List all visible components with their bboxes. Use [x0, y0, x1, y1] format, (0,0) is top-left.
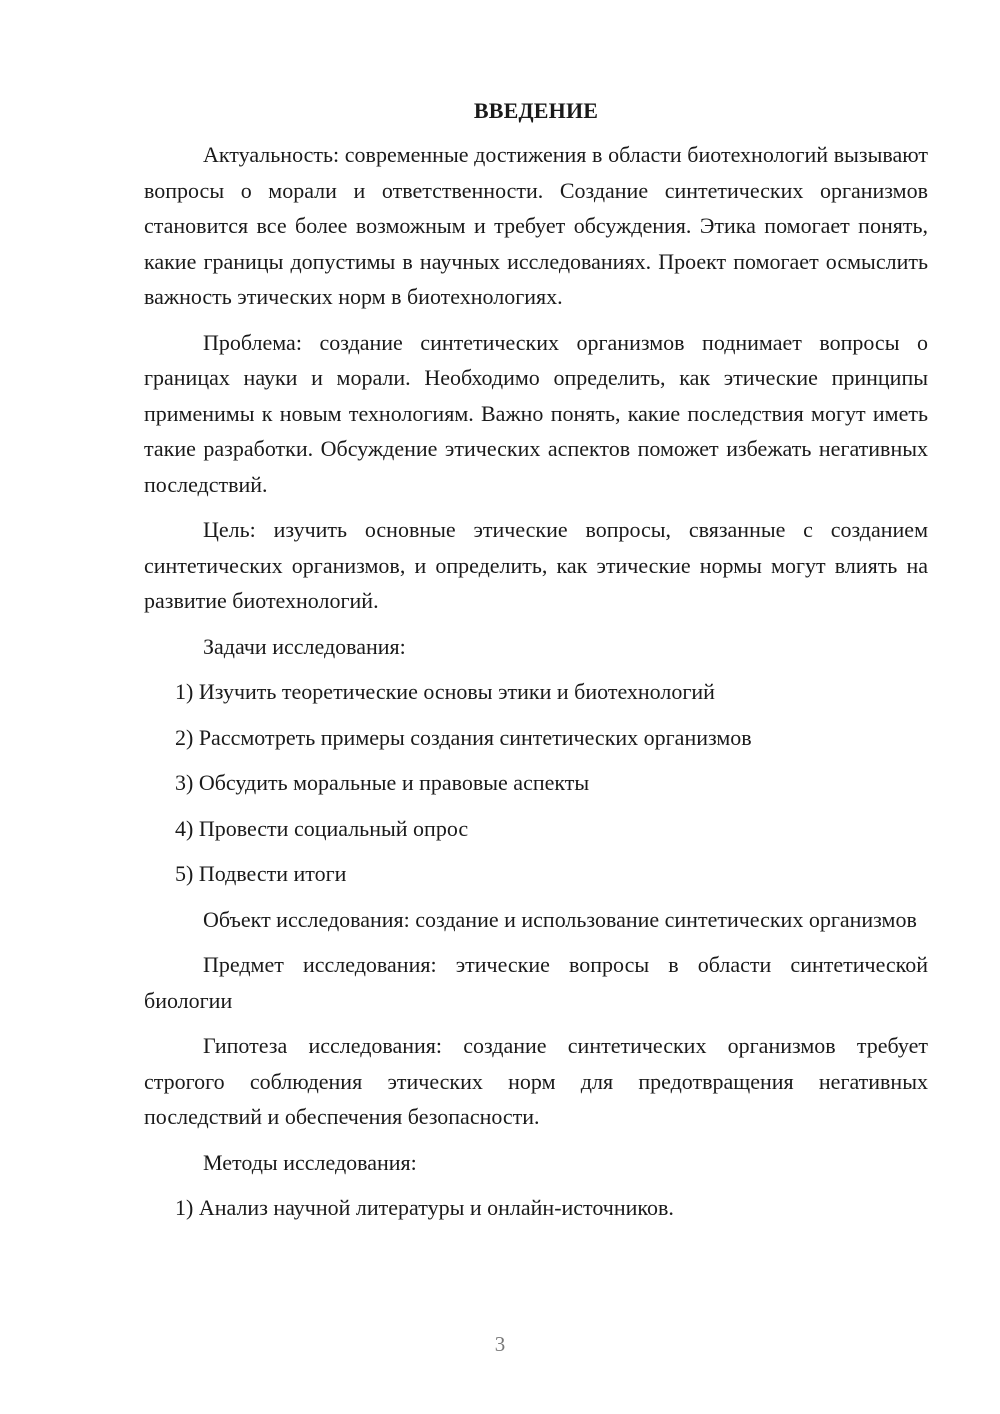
subject-paragraph: Предмет исследования: этические вопросы в области синтетической биологии — [144, 952, 928, 1013]
methods-heading: Методы исследования: — [203, 1149, 417, 1175]
list-item: 3) Обсудить моральные и правовые аспекты — [175, 770, 590, 795]
page-title: ВВЕДЕНИЕ — [473, 98, 599, 123]
goal-paragraph: Цель: изучить основные этические вопросы, связанные с созданием синтетических организмов, и определить, как этические нормы могут влиять на развитие биотехнологий. — [144, 517, 928, 613]
problem-paragraph: Проблема: создание синтетических организмов поднимает вопросы о границах науки и морали. Необходимо определить, как этические принципы применимы к новым технологиям. Важно понять, какие последствия могут иметь такие разработки. Обсуждение этических аспектов поможет избежать негативных последствий. — [144, 329, 928, 497]
tasks-list — [144, 674, 928, 892]
list-item: 4) Провести социальный опрос — [175, 815, 469, 841]
page-content — [144, 96, 928, 1226]
list-item: 5) Подвести итоги — [175, 861, 347, 886]
list-item: 1) Изучить теоретические основы этики и биотехнологий — [175, 679, 715, 704]
list-item: 2) Рассмотреть примеры создания синтетических организмов — [175, 724, 752, 750]
page-number: 3 — [494, 1332, 506, 1356]
methods-list — [144, 1190, 928, 1226]
relevance-paragraph: Актуальность: современные достижения в области биотехнологий вызывают вопросы о морали и ответственности. Создание синтетических организмов становится все более возможным и требует обсуждения. Этика помогает понять, какие границы допустимы в научных исследованиях. Проект помогает осмыслить важность этических норм в биотехнологиях. — [144, 142, 928, 309]
hypothesis-paragraph: Гипотеза исследования: создание синтетических организмов требует строгого соблюдения этических норм для предотвращения негативных последствий и обеспечения безопасности. — [144, 1033, 928, 1129]
tasks-heading: Задачи исследования: — [203, 633, 406, 659]
object-paragraph: Объект исследования: создание и использование синтетических организмов — [203, 906, 917, 932]
list-item: 1) Анализ научной литературы и онлайн-источников. — [175, 1195, 674, 1220]
